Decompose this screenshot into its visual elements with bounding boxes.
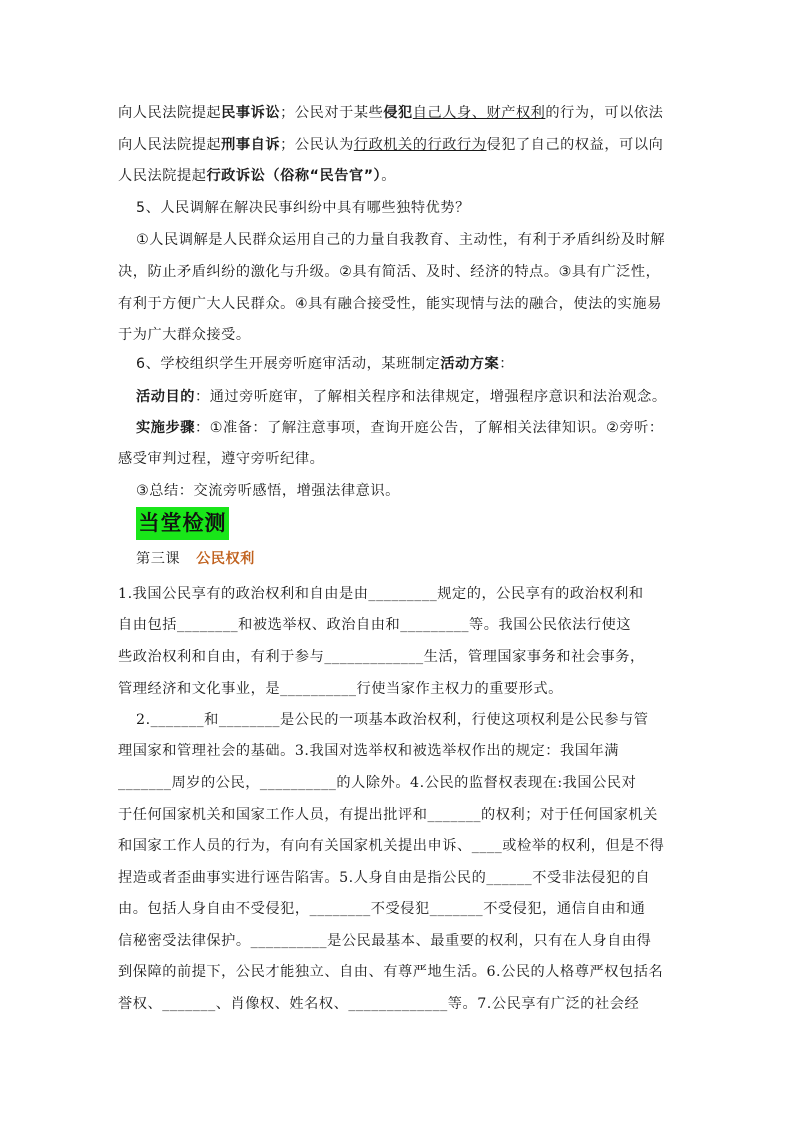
text-run: 向人民法院提起 [118,137,222,153]
question-6 [136,354,514,374]
answer-5-line: 于为广大群众接受。 [118,327,251,343]
activity-steps-line: 感受审判过程，遵守旁听纪律。 [118,451,325,467]
exercise-line: 到保障的前提下，公民才能独立、自由、有尊严地生活。6.公民的人格尊严权包括名 [118,964,664,980]
answer-5-line: ①人民调解是人民群众运用自己的力量自我教育、主动性，有利于矛盾纠纷及时解 [136,232,666,248]
paragraph-line [118,166,396,186]
text-run: 的行为，可以依法 [545,105,664,121]
text-run: ；公民认为 [280,137,354,153]
answer-5-line: 有利于方便广大人民群众。④具有融合接受性，能实现情与法的融合，使法的实施易 [118,296,662,312]
activity-goal [136,387,667,407]
bold-term: 活动目的 [136,389,195,405]
exercise-line: 管理经济和文化事业，是__________行使当家作主权力的重要形式。 [118,681,563,697]
underlined-term: 行政机关的行政行为 [353,137,487,153]
bold-term: 活动方案 [440,356,500,372]
text-run: 人民法院提起 [118,168,207,184]
lesson-number: 第三课 [136,551,181,567]
text-run: ：通过旁听庭审，了解相关程序和法律规定，增强程序意识和法治观念。 [194,389,667,405]
text-run: 6、学校组织学生开展旁听庭审活动，某班制定 [136,356,441,372]
exercise-line: 誉权、_______、肖像权、姓名权、_____________等。7.公民享有广泛的社会经 [118,996,640,1012]
lesson-topic: 公民权利 [196,551,255,567]
paragraph-line [118,135,663,155]
bold-term: 刑事自诉 [221,137,281,153]
exercise-line: 捏造或者歪曲事实进行诬告陷害。5.人身自由是指公民的______不受非法侵犯的自 [118,870,651,886]
exercise-line: 2._______和________是公民的一项基本政治权利，行使这项权利是公民参与管 [136,712,649,728]
exercise-line: 由。包括人身自由不受侵犯，________不受侵犯_______不受侵犯，通信自由和通 [118,901,646,917]
exercise-line: 些政治权利和自由，有利于参与_____________生活，管理国家事务和社会事务， [118,649,645,665]
bold-term: 实施步骤 [136,420,195,436]
exercise-line: _______周岁的公民，__________的人除外。4.公民的监督权表现在:我国公民对 [118,775,637,791]
question-5: 5、人民调解在解决民事纠纷中具有哪些独特优势？ [136,200,470,216]
text-run: ： [499,356,515,372]
underlined-term: 自己人身、财产权利 [412,105,546,121]
exercise-line: 于任何国家机关和国家工作人员，有提出批评和_______的权利；对于任何国家机关 [118,807,658,823]
bold-term: 侵犯 [383,105,413,121]
text-run: 侵犯了自己的权益，可以向 [486,137,664,153]
exercise-line: 和国家工作人员的行为，有向有关国家机关提出申诉、____或检举的权利，但是不得 [118,838,665,854]
answer-5-line: 决，防止矛盾纠纷的激化与升级。②具有简活、及时、经济的特点。③具有广泛性， [118,264,661,280]
exercise-line: 理国家和管理社会的基础。3.我国对选举权和被选举权作出的规定：我国年满 [118,743,619,759]
exercise-line: 信秘密受法律保护。__________是公民最基本、最重要的权利，只有在人身自由得 [118,933,652,949]
text-run: ：①准备：了解注意事项，查询开庭公告，了解相关法律知识。②旁听： [194,420,664,436]
text-run: 向人民法院提起 [118,105,222,121]
section-heading: 当堂检测 [136,507,229,540]
activity-steps [136,418,664,438]
lesson-title [136,549,255,569]
activity-steps-line: ③总结：交流旁听感悟，增强法律意识。 [136,483,400,499]
bold-term: 行政诉讼（俗称“民告官”） [206,168,382,184]
exercise-line: 1.我国公民享有的政治权利和自由是由_________规定的，公民享有的政治权利和 [118,586,644,602]
bold-term: 民事诉讼 [221,105,281,121]
exercise-line: 自由包括________和被选举权、政治自由和_________等。我国公民依法行使这 [118,617,632,633]
text-run: 。 [381,168,396,184]
paragraph-line [118,103,663,123]
text-run: ；公民对于某些 [280,105,384,121]
